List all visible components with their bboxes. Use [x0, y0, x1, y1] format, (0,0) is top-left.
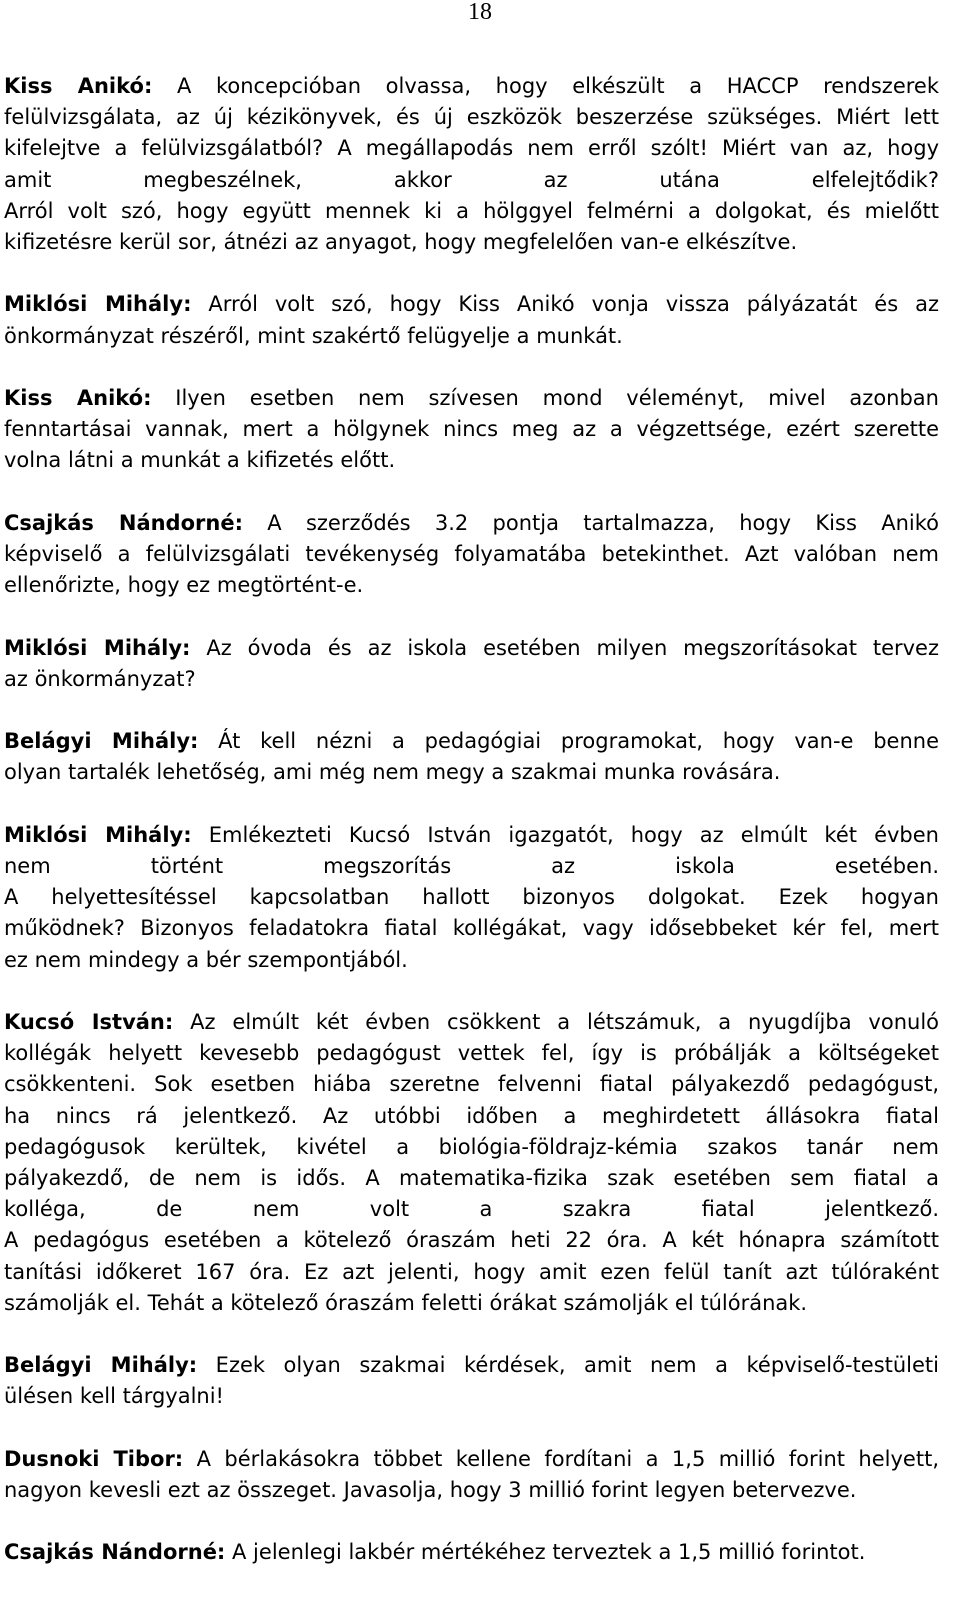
- document-body: [4, 71, 939, 1600]
- line-text: csökkenteni. Sok esetben hiába szeretne felvenni fiatal pályakezdő pedagógust,: [4, 1072, 939, 1097]
- line-text: számolják el. Tehát a kötelező óraszám feletti órákat számolják el túlórának.: [4, 1290, 808, 1315]
- line-text: kolléga, de nem volt a szakra fiatal jelentkező.: [4, 1197, 939, 1222]
- line-text: tanítási időkeret 167 óra. Ez azt jelenti, hogy amit ezen felül tanít azt túlóraként: [4, 1259, 939, 1284]
- speaker-name: Miklósi Mihály:: [4, 635, 191, 660]
- line-text: A jelenlegi lakbér mértékéhez terveztek a 1,5 millió forintot.: [225, 1540, 866, 1565]
- text-line: [4, 508, 939, 539]
- text-line: [4, 1101, 939, 1132]
- line-text: A pedagógus esetében a kötelező óraszám heti 22 óra. A két hónapra számított: [4, 1228, 939, 1253]
- text-line: [4, 383, 939, 414]
- text-line: [4, 1381, 939, 1412]
- text-line: [4, 1257, 939, 1288]
- line-text: pályakezdő, de nem is idős. A matematika-fizika szak esetében sem fiatal a: [4, 1166, 939, 1190]
- text-line: [4, 1069, 939, 1100]
- text-line: [4, 726, 939, 757]
- speech-paragraph: [4, 1350, 939, 1412]
- text-line: [4, 1163, 939, 1194]
- speaker-name: Belágyi Mihály:: [4, 1353, 198, 1378]
- text-line: [4, 71, 939, 102]
- text-line: [4, 539, 939, 570]
- line-text: Ezek olyan szakmai kérdések, amit nem a képviselő-testületi: [197, 1353, 940, 1378]
- text-line: [4, 196, 939, 227]
- text-line: [4, 1475, 939, 1506]
- speech-paragraph: [4, 383, 939, 477]
- line-text: Emlékezteti Kucsó István igazgatót, hogy az elmúlt két évben: [191, 822, 939, 847]
- line-text: ez nem mindegy a bér szempontjából.: [4, 947, 408, 972]
- text-line: [4, 1288, 939, 1319]
- text-line: [4, 882, 939, 913]
- text-line: [4, 1537, 939, 1568]
- speech-paragraph: [4, 71, 939, 258]
- speech-paragraph: [4, 633, 939, 695]
- text-line: [4, 165, 939, 196]
- speech-paragraph: [4, 508, 939, 602]
- text-line: [4, 757, 939, 788]
- page-number: 18: [468, 0, 492, 25]
- text-line: [4, 289, 939, 320]
- line-text: A koncepcióban olvassa, hogy elkészült a HACCP rendszerek: [152, 74, 939, 98]
- line-text: Az óvoda és az iskola esetében milyen megszorításokat tervez: [190, 635, 939, 660]
- speech-paragraph: [4, 726, 939, 788]
- speech-paragraph: [4, 289, 939, 351]
- speech-paragraph: [4, 820, 939, 976]
- speaker-name: Miklósi Mihály:: [4, 822, 192, 847]
- text-line: [4, 1194, 939, 1225]
- speaker-name: Dusnoki Tibor:: [4, 1446, 184, 1471]
- text-line: [4, 1038, 939, 1069]
- line-text: A szerződés 3.2 pontja tartalmazza, hogy Kiss Anikó: [242, 510, 939, 535]
- line-text: olyan tartalék lehetőség, ami még nem megy a szakmai munka rovására.: [4, 760, 781, 785]
- text-line: [4, 913, 939, 944]
- text-line: [4, 664, 939, 695]
- text-line: [4, 1225, 939, 1256]
- line-text: nagyon kevesli ezt az összeget. Javasolja, hogy 3 millió forint legyen betervezve.: [4, 1478, 857, 1502]
- speaker-name: Miklósi Mihály:: [4, 292, 192, 317]
- line-text: volna látni a munkát a kifizetés előtt.: [4, 448, 396, 473]
- text-line: [4, 1132, 939, 1163]
- line-text: Az elmúlt két évben csökkent a létszámuk, a nyugdíjba vonuló: [173, 1009, 940, 1034]
- speaker-name: Csajkás Nándorné:: [4, 1540, 226, 1565]
- speaker-name: Csajkás Nándorné:: [4, 510, 243, 535]
- line-text: ha nincs rá jelentkező. Az utóbbi időben a meghirdetett állásokra fiatal: [4, 1103, 939, 1128]
- speaker-name: Kiss Anikó:: [4, 74, 153, 98]
- text-line: [4, 227, 939, 258]
- line-text: nem történt megszorítás az iskola esetében.: [4, 853, 939, 878]
- line-text: A bérlakásokra többet kellene fordítani a 1,5 millió forint helyett,: [183, 1446, 939, 1471]
- text-line: [4, 1007, 939, 1038]
- text-line: [4, 1350, 939, 1381]
- text-line: [4, 570, 939, 601]
- text-line: [4, 445, 939, 476]
- speech-paragraph: [4, 1007, 939, 1319]
- line-text: működnek? Bizonyos feladatokra fiatal kollégákat, vagy idősebbeket kér fel, mert: [4, 916, 939, 941]
- line-text: Arról volt szó, hogy együtt mennek ki a hölggyel felmérni a dolgokat, és mielőtt: [4, 198, 939, 223]
- line-text: pedagógusok kerültek, kivétel a biológia-földrajz-kémia szakos tanár nem: [4, 1134, 939, 1159]
- line-text: kollégák helyett kevesebb pedagógust vettek fel, így is próbálják a költségeket: [4, 1041, 939, 1066]
- speech-paragraph: [4, 1444, 939, 1506]
- line-text: ellenőrizte, hogy ez megtörtént-e.: [4, 573, 364, 598]
- line-text: fenntartásai vannak, mert a hölgynek nincs meg az a végzettsége, ezért szerette: [4, 417, 939, 442]
- text-line: [4, 133, 939, 164]
- line-text: Át kell nézni a pedagógiai programokat, hogy van-e benne: [198, 729, 939, 754]
- speaker-name: Kiss Anikó:: [4, 386, 152, 410]
- line-text: kifelejtve a felülvizsgálatból? A megállapodás nem erről szólt! Miért van az, hogy: [4, 136, 939, 161]
- text-line: [4, 1444, 939, 1475]
- speaker-name: Belágyi Mihály:: [4, 729, 199, 754]
- line-text: ülésen kell tárgyalni!: [4, 1384, 224, 1409]
- line-text: az önkormányzat?: [4, 666, 196, 691]
- line-text: felülvizsgálata, az új kézikönyvek, és új eszközök beszerzése szükséges. Miért lett: [4, 105, 939, 130]
- text-line: [4, 321, 939, 352]
- text-line: [4, 945, 939, 976]
- line-text: önkormányzat részéről, mint szakértő felügyelje a munkát.: [4, 323, 623, 348]
- speech-paragraph: [4, 1537, 939, 1568]
- line-text: képviselő a felülvizsgálati tevékenység folyamatába betekinthet. Azt valóban nem: [4, 542, 939, 566]
- text-line: [4, 414, 939, 445]
- line-text: Arról volt szó, hogy Kiss Anikó vonja vissza pályázatát és az: [191, 292, 939, 317]
- text-line: [4, 102, 939, 133]
- line-text: amit megbeszélnek, akkor az utána elfelejtődik?: [4, 167, 939, 192]
- line-text: Ilyen esetben nem szívesen mond véleményt, mivel azonban: [151, 386, 939, 410]
- text-line: [4, 851, 939, 882]
- text-line: [4, 633, 939, 664]
- text-line: [4, 820, 939, 851]
- line-text: kifizetésre kerül sor, átnézi az anyagot, hogy megfelelően van-e elkészítve.: [4, 230, 798, 255]
- line-text: A helyettesítéssel kapcsolatban hallott bizonyos dolgokat. Ezek hogyan: [4, 885, 939, 910]
- speaker-name: Kucsó István:: [4, 1009, 174, 1034]
